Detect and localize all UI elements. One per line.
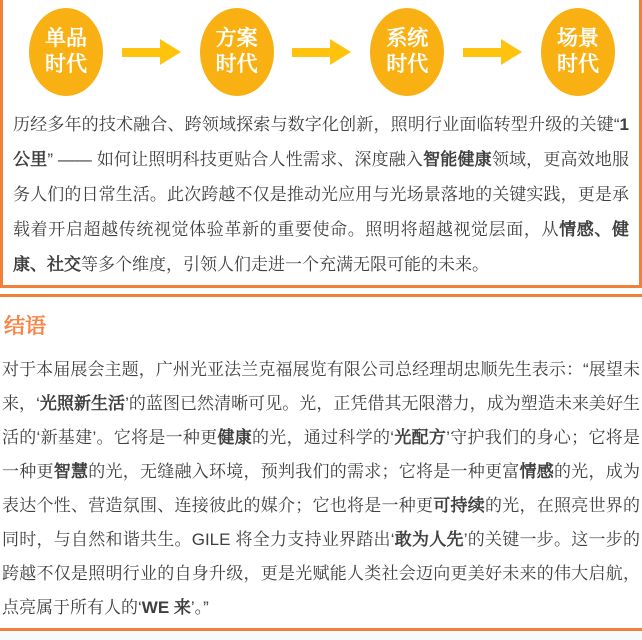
stage-label-line1: 系统	[386, 27, 429, 50]
arrow-head	[501, 39, 522, 65]
arrow-head	[160, 39, 181, 65]
stage-label-line2: 时代	[215, 53, 258, 76]
stage-label-line1: 方案	[215, 27, 258, 50]
section-divider-top	[0, 294, 642, 297]
stage-circle-product-era	[29, 8, 103, 96]
era-flow-diagram	[3, 0, 639, 97]
stage-label-line1: 场景	[556, 27, 599, 50]
stage-circle-solution-era	[200, 8, 274, 96]
flow-arrow-icon	[292, 39, 351, 65]
arrow-shaft	[463, 48, 501, 57]
footer-band	[0, 631, 642, 640]
stage-circle-scene-era	[541, 8, 615, 96]
intro-section-box	[0, 0, 642, 288]
stage-label-line2: 时代	[386, 53, 429, 76]
arrow-head	[330, 39, 351, 65]
stage-label-line2: 时代	[556, 53, 599, 76]
flow-arrow-icon	[463, 39, 522, 65]
arrow-shaft	[122, 48, 160, 57]
stage-circle-system-era	[370, 8, 444, 96]
intro-paragraph: 历经多年的技术融合、跨领域探索与数字化创新，照明行业面临转型升级的关键“1公里” —— 如何让照明科技更贴合人性需求、深度融入智能健康领域，更高效地服务人们的日常生活。此次跨越不仅是推动光应用与光场景落地的关键实践，更是承载着开启超越传统视觉体验革新的重要使命。照明将超越视觉层面，从情感、健康、社交等多个维度，引领人们走进一个充满无限可能的未来。	[13, 115, 630, 274]
conclusion-paragraph: 对于本届展会主题，广州光亚法兰克福展览有限公司总经理胡忠顺先生表示：“展望未来，‘光照新生活’的蓝图已然清晰可见。光，正凭借其无限潜力，成为塑造未来美好生活的‘新基建’。它将是一种更健康的光，通过科学的‘光配方’守护我们的身心；它将是一种更智慧的光，无缝融入环境，预判我们的需求；它将是一种更富情感的光，成为表达个性、营造氛围、连接彼此的媒介；它也将是一种更可持续的光，在照亮世界的同时，与自然和谐共生。GILE 将全力支持业界踏出‘敢为人先’的关键一步。这一步的跨越不仅是照明行业的自身升级，更是光赋能人类社会迈向更美好未来的伟大启航，点亮属于所有人的‘WE 来’。”	[2, 360, 641, 617]
stage-label-line2: 时代	[45, 53, 87, 76]
arrow-shaft	[292, 48, 330, 57]
stage-label-line1: 单品	[45, 27, 87, 50]
flow-arrow-icon	[122, 39, 181, 65]
conclusion-heading: 结语	[4, 315, 46, 338]
